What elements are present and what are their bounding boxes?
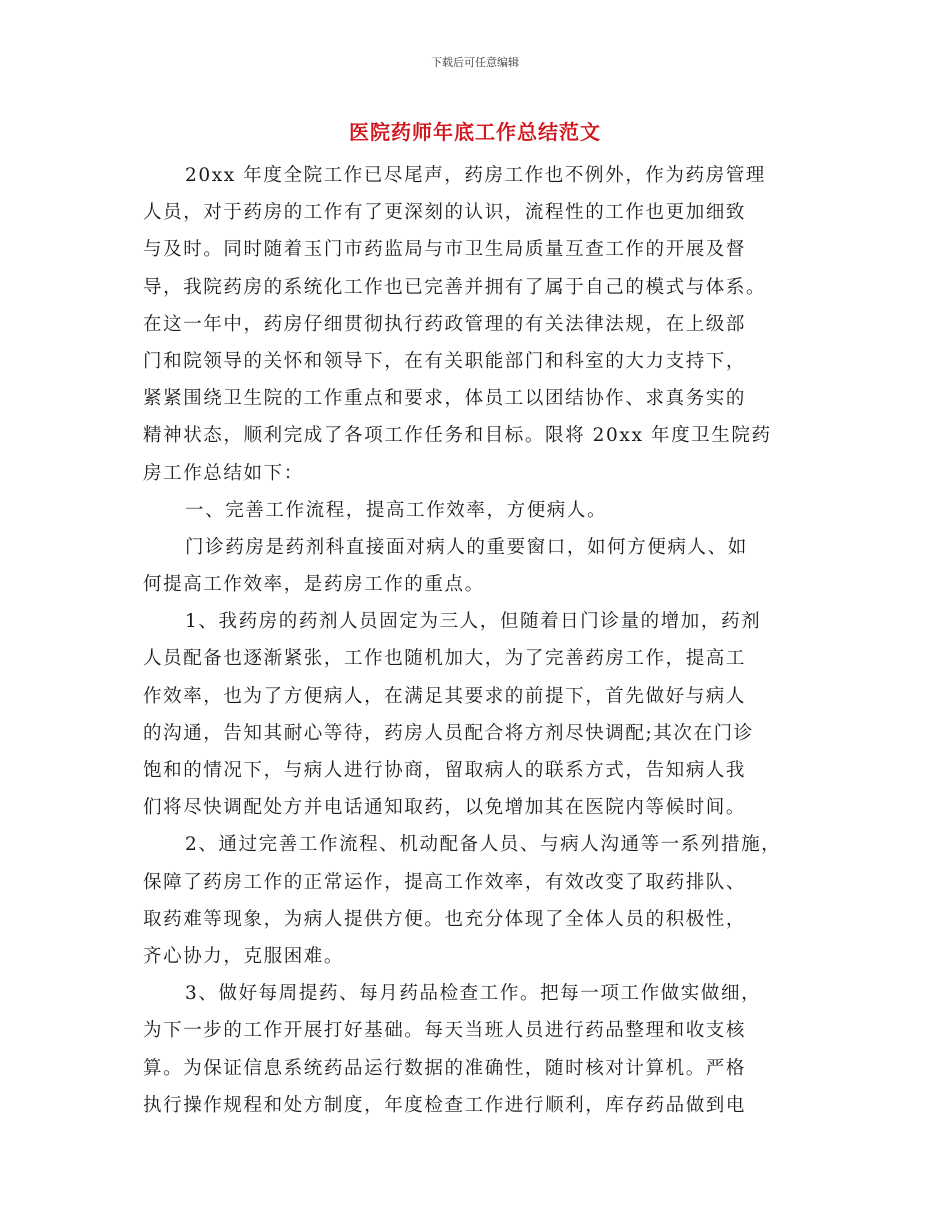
text-line: 与及时。同时随着玉门市药监局与市卫生局质量互查工作的开展及督: [143, 239, 747, 261]
text-line: 20xx 年度全院工作已尽尾声，药房工作也不例外，作为药房管理: [185, 165, 766, 186]
text-line: 在这一年中，药房仔细贯彻执行药政管理的有关法律法规，在上级部: [143, 313, 747, 335]
document-body: [143, 157, 823, 1124]
text-line: 2、通过完善工作流程、机动配备人员、与病人沟通等一系列措施，: [185, 834, 782, 856]
text-line: 人员配备也逐渐紧张，工作也随机加大，为了完善药房工作，提高工: [143, 648, 747, 670]
text-line: 紧紧围绕卫生院的工作重点和要求，体员工以团结协作、求真务实的: [143, 388, 747, 410]
text-line: 房工作总结如下：: [143, 462, 304, 484]
text-line: 饱和的情况下，与病人进行协商，留取病人的联系方式，告知病人我: [143, 760, 747, 781]
text-line: 何提高工作效率，是药房工作的重点。: [143, 574, 485, 596]
text-line: 的沟通，告知其耐心等待，药房人员配合将方剂尽快调配;其次在门诊: [143, 722, 754, 744]
text-line: 导，我院药房的系统化工作也已完善并拥有了属于自己的模式与体系。: [143, 276, 767, 298]
text-line: 3、做好每周提药、每月药品检查工作。把每一项工作做实做细，: [185, 983, 762, 1005]
text-line: 作效率，也为了方便病人，在满足其要求的前提下，首先做好与病人: [143, 685, 747, 707]
text-line: 人员，对于药房的工作有了更深刻的认识，流程性的工作也更加细致: [143, 202, 747, 224]
text-line: 取药难等现象，为病人提供方便。也充分体现了全体人员的积极性，: [143, 908, 747, 930]
text-line: 门和院领导的关怀和领导下，在有关职能部门和科室的大力支持下，: [143, 350, 747, 372]
text-line: 齐心协力，克服困难。: [143, 945, 345, 967]
text-line: 一、完善工作流程，提高工作效率，方便病人。: [185, 499, 608, 521]
text-line: 们将尽快调配处方并电话通知取药，以免增加其在医院内等候时间。: [143, 797, 747, 819]
text-line: 为下一步的工作开展打好基础。每天当班人员进行药品整理和收支核: [143, 1020, 747, 1042]
document-title: 医院药师年底工作总结范文: [349, 120, 601, 144]
text-line: 门诊药房是药剂科直接面对病人的重要窗口，如何方便病人、如: [185, 536, 748, 558]
text-line: 算。为保证信息系统药品运行数据的准确性，随时核对计算机。严格: [143, 1057, 747, 1079]
text-line: 精神状态，顺利完成了各项工作任务和目标。限将 20xx 年度卫生院药: [143, 425, 772, 447]
text-line: 1、我药房的药剂人员固定为三人，但随着日门诊量的增加，药剂: [185, 611, 762, 633]
text-line: 保障了药房工作的正常运作，提高工作效率，有效改变了取药排队、: [143, 871, 747, 893]
text-line: 执行操作规程和处方制度，年度检查工作进行顺利，库存药品做到电: [143, 1094, 747, 1116]
header-note: 下载后可任意编辑: [431, 56, 519, 69]
